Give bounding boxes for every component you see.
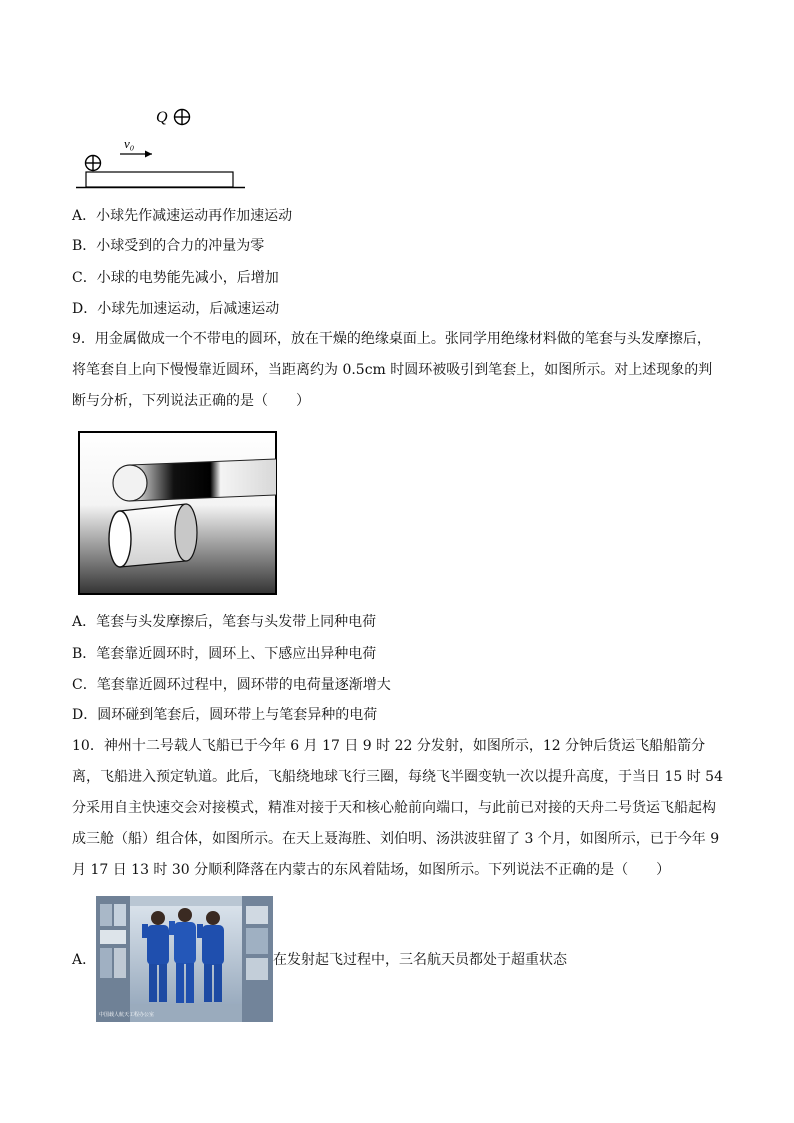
velocity-arrow-icon: [120, 151, 152, 158]
q9-stem: 9．用金属做成一个不带电的圆环，放在干燥的绝缘桌面上。张同学用绝缘材料做的笔套与头发摩擦后，将笔套自上向下慢慢靠近圆环，当距离约为 0.5cm 时圆环被吸引到笔套上，如图所示。对上述现象的判断与分析，下列说法正确的是（ ）: [72, 331, 713, 409]
q10-option-a-label[interactable]: A．: [72, 952, 97, 968]
insulating-board: [86, 172, 233, 187]
metal-ring: [109, 504, 197, 567]
charge-q-label: Q: [156, 109, 168, 126]
q9-option-d[interactable]: D．圆环碰到笔套后，圆环带上与笔套异种的电荷: [72, 707, 378, 723]
q9-figure: [78, 431, 278, 596]
q9-option-c[interactable]: C．笔套靠近圆环过程中，圆环带的电荷量逐渐增大: [72, 677, 391, 693]
q10-astronauts-photo: [96, 896, 273, 1022]
q9-option-a[interactable]: A．笔套与头发摩擦后，笔套与头发带上同种电荷: [72, 614, 377, 630]
photo-caption: 中国载人航天工程办公室: [99, 1012, 155, 1018]
q8-option-a[interactable]: A．小球先作减速运动再作加速运动: [72, 208, 293, 224]
velocity-label: v₀: [124, 136, 135, 151]
q8-option-d[interactable]: D．小球先加速运动，后减速运动: [72, 301, 280, 317]
q9-option-b[interactable]: B．笔套靠近圆环时，圆环上、下感应出异种电荷: [72, 646, 377, 662]
q8-option-c[interactable]: C．小球的电势能先减小，后增加: [72, 270, 279, 286]
q10-stem: 10．神州十二号载人飞船已于今年 6 月 17 日 9 时 22 分发射，如图所示，12 分钟后货运飞船船箭分离，飞船进入预定轨道。此后，飞船绕地球飞行三圈，每绕飞半圈变轨一次以提升高度，于当日 15 时 54 分采用自主快速交会对接模式，精准对接于天和核心舱前向端口，与此前已对接的天舟二号货运飞船起构成三舱（船）组合体，如图所示。在天上聂海胜、刘伯明、汤洪波驻留了 3 个月，如图所示，已于今年 9 月 17 日 13 时 30 分顺利降落在内蒙古的东风着陆场，如图所示。下列说法不正确的是（ ）: [72, 738, 723, 878]
q8-option-b[interactable]: B．小球受到的合力的冲量为零: [72, 238, 265, 254]
charge-q-plus-icon: [175, 110, 190, 125]
q10-option-a-text[interactable]: 在发射起飞过程中，三名航天员都处于超重状态: [273, 952, 567, 968]
ball-plus-icon: [86, 156, 101, 171]
q8-figure: [76, 102, 251, 192]
pen-cap: [113, 459, 276, 501]
